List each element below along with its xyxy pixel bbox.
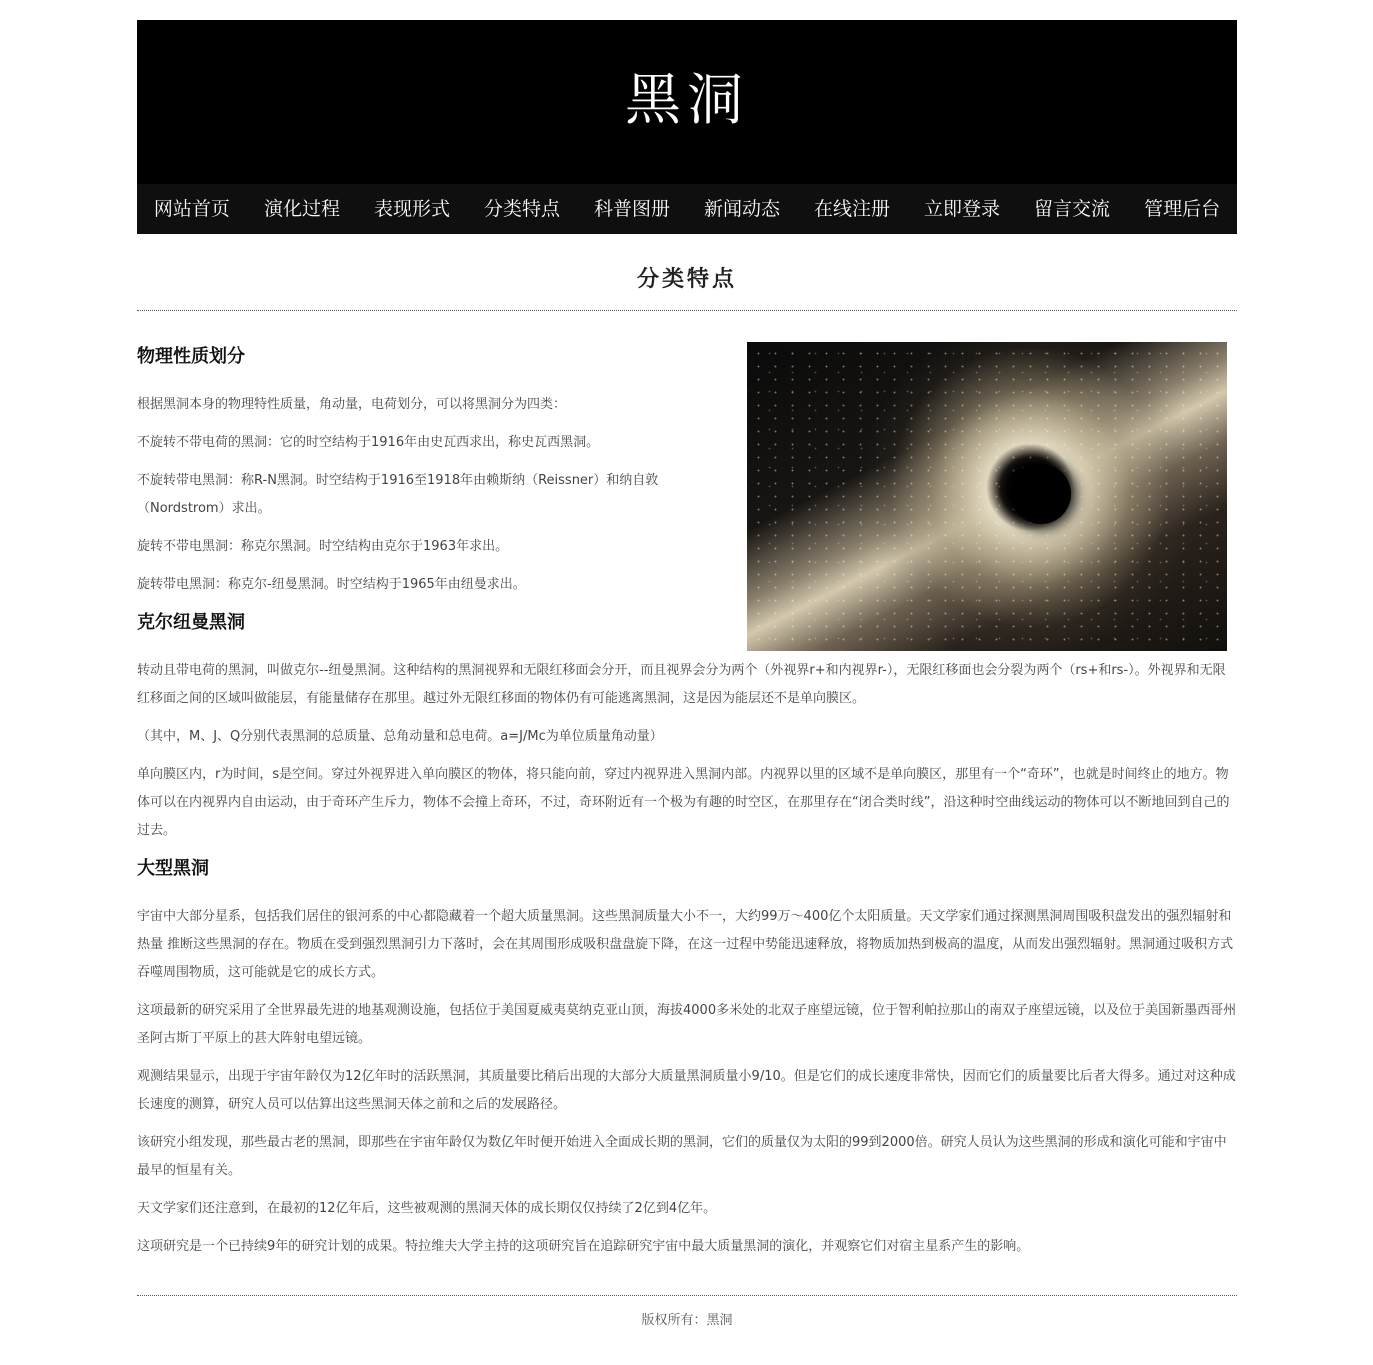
star-field (747, 342, 1227, 651)
page-title: 分类特点 (137, 234, 1237, 311)
section-large (137, 855, 1237, 1261)
paragraph: 这项研究是一个已持续9年的研究计划的成果。特拉维夫大学主持的这项研究旨在追踪研究宇宙中最大质量黑洞的演化，并观察它们对宿主星系产生的影响。 (137, 1239, 1030, 1254)
paragraph: （其中，M、J、Q分别代表黑洞的总质量、总角动量和总电荷。a=J/Mc为单位质量角动量） (137, 729, 663, 744)
nav-item-login[interactable]: 立即登录 (924, 198, 1001, 220)
paragraph: 转动且带电荷的黑洞，叫做克尔--纽曼黑洞。这种结构的黑洞视界和无限红移面会分开，而且视界会分为两个（外视界r+和内视界r-），无限红移面也会分裂为两个（rs+和rs-）。外视界和无限红移面之间的区域叫做能层，有能量储存在那里。越过外无限红移面的物体仍有可能逃离黑洞，这是因为能层还不是单向膜区。 (137, 663, 1226, 706)
black-hole-image (747, 342, 1227, 651)
copyright-text: 版权所有：黑洞 (641, 1313, 733, 1328)
nav-item-admin[interactable]: 管理后台 (1144, 198, 1221, 220)
section-physical (137, 343, 717, 599)
paragraph: 旋转带电黑洞：称克尔-纽曼黑洞。时空结构于1965年由纽曼求出。 (137, 577, 526, 592)
main-content (137, 311, 1237, 1261)
paragraph: 该研究小组发现，那些最古老的黑洞，即那些在宇宙年龄仅为数亿年时便开始进入全面成长期的黑洞，它们的质量仅为太阳的99到2000倍。研究人员认为这些黑洞的形成和演化可能和宇宙中最早的恒星有关。 (137, 1135, 1227, 1178)
page-wrapper (137, 0, 1237, 1328)
nav-item-news[interactable]: 新闻动态 (704, 198, 781, 220)
paragraph: 旋转不带电黑洞：称克尔黑洞。时空结构由克尔于1963年求出。 (137, 539, 509, 554)
paragraph: 单向膜区内，r为时间，s是空间。穿过外视界进入单向膜区的物体，将只能向前，穿过内视界进入黑洞内部。内视界以里的区域不是单向膜区，那里有一个“奇环”，也就是时间终止的地方。物体可以在内视界内自由运动，由于奇环产生斥力，物体不会撞上奇环，不过，奇环附近有一个极为有趣的时空区，在那里存在“闭合类时线”，沿这种时空曲线运动的物体可以不断地回到自己的过去。 (137, 767, 1230, 838)
nav-item-gallery[interactable]: 科普图册 (593, 198, 670, 220)
paragraph: 天文学家们还注意到，在最初的12亿年后，这些被观测的黑洞天体的成长期仅仅持续了2亿到4亿年。 (137, 1201, 717, 1216)
main-nav (137, 184, 1237, 234)
nav-item-classification[interactable]: 分类特点 (483, 198, 560, 220)
nav-item-messages[interactable]: 留言交流 (1034, 198, 1111, 220)
section-heading: 大型黑洞 (137, 858, 209, 879)
paragraph: 宇宙中大部分星系，包括我们居住的银河系的中心都隐藏着一个超大质量黑洞。这些黑洞质量大小不一，大约99万～400亿个太阳质量。天文学家们通过探测黑洞周围吸积盘发出的强烈辐射和热量 推断这些黑洞的存在。物质在受到强烈黑洞引力下落时，会在其周围形成吸积盘盘旋下降，在这一过程中势能迅速释放，将物质加热到极高的温度，从而发出强烈辐射。黑洞通过吸积方式吞噬周围物质，这可能就是它的成长方式。 (137, 909, 1234, 980)
paragraph: 根据黑洞本身的物理特性质量，角动量，电荷划分，可以将黑洞分为四类： (137, 397, 567, 412)
site-title: 黑洞 (625, 68, 749, 133)
nav-item-evolution[interactable]: 演化过程 (263, 198, 340, 220)
section-heading: 物理性质划分 (137, 346, 245, 367)
nav-item-register[interactable]: 在线注册 (814, 198, 891, 220)
event-horizon-shadow (1011, 464, 1071, 524)
paragraph: 不旋转不带电荷的黑洞：它的时空结构于1916年由史瓦西求出，称史瓦西黑洞。 (137, 435, 600, 450)
paragraph: 这项最新的研究采用了全世界最先进的地基观测设施，包括位于美国夏威夷莫纳克亚山顶，海拔4000多米处的北双子座望远镜，位于智利帕拉那山的南双子座望远镜，以及位于美国新墨西哥州圣阿古斯丁平原上的甚大阵射电望远镜。 (137, 1003, 1237, 1046)
nav-item-forms[interactable]: 表现形式 (373, 198, 450, 220)
nav-item-home[interactable]: 网站首页 (153, 198, 230, 220)
section-heading: 克尔纽曼黑洞 (137, 612, 245, 633)
paragraph: 不旋转带电黑洞：称R-N黑洞。时空结构于1916至1918年由赖斯纳（Reissner）和纳自敦（Nordstrom）求出。 (137, 473, 659, 516)
site-footer (137, 1295, 1237, 1328)
site-banner (137, 20, 1237, 184)
paragraph: 观测结果显示，出现于宇宙年龄仅为12亿年时的活跃黑洞，其质量要比稍后出现的大部分大质量黑洞质量小9/10。但是它们的成长速度非常快，因而它们的质量要比后者大得多。通过对这种成长速度的测算，研究人员可以估算出这些黑洞天体之前和之后的发展路径。 (137, 1069, 1236, 1112)
